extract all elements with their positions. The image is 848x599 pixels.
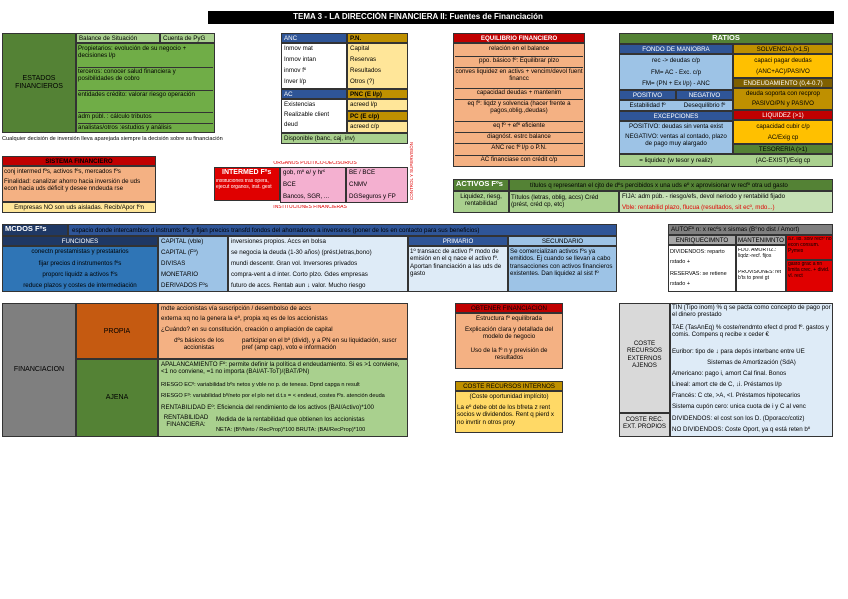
mercado-desc: se negocia la deuda (1-30 años) (prést,letras,bono) [231, 249, 372, 256]
coste-ext-row: DIVIDENDOS: el cost son los D. (Dporacc/cotiz) [672, 415, 805, 422]
page-title: TEMA 3 - LA DIRECCIÓN FINANCIERA II: Fuentes de Financiación [293, 12, 543, 21]
organos-right-row: DGSeguros y FP [349, 193, 396, 200]
estados-row: terceros: conocer salud financiera y posibilidades de cobro [78, 67, 213, 85]
ajena-row: NETA: (Bº/Neto / RecProp)*100 BRUTA: (BAI/RecProp)*100 [216, 427, 366, 433]
pn-item: Reservas [350, 56, 377, 63]
liquidez-title: LIQUIDEZ (>1) [762, 112, 804, 119]
mercado-type: MONETARIO [161, 271, 199, 278]
pnc-label: PNC (E l/p) [350, 91, 382, 98]
solv-row: capaci pagar deudas [754, 57, 812, 64]
equilibrio-row: ppo. básico fº: Equilibrar plzo [455, 56, 583, 66]
organos-foot: INSTITUCIONES FINANCIERAS [273, 205, 347, 210]
sistema-title: SISTEMA FINANCIERO [45, 158, 113, 165]
organos-side: CONTROL Y SUPERVISIÓN [409, 142, 414, 200]
anc-item: Inmov mat [284, 45, 313, 52]
tes-row: = liquidez (w tesor y realiz) [639, 157, 713, 164]
activos-mid: Títulos (letras, oblig, accs) Créd (prést, créd cp, etc) [511, 194, 599, 209]
obtener-row: Estructura fº equilibrada [476, 315, 542, 322]
mercado-type: CAPITAL (Fº) [161, 249, 198, 256]
organos-row: BCE [283, 181, 296, 188]
activos-desc: títulos q representan el cjto de dºs percibidos x una uds eº x aprovisionar w recfº otra ud gasto [530, 182, 788, 189]
equilibrio-title: EQUILIBRIO FINANCIERO [480, 35, 558, 42]
ac-item: Realizable client [284, 111, 330, 118]
endeud-row: deuda soporta con recprop [746, 90, 820, 97]
tesoreria-title: TESORERÍA (>1) [758, 146, 808, 153]
pc-label: PC (E c/p) [350, 113, 380, 120]
anc-item: Inmov intan [284, 56, 316, 63]
pyg-label: Cuenta de PyG [163, 35, 206, 42]
mcdos-desc: espacio donde intercambios d instrumts fºs y fijan precios transfd fondos del ahorradores a inversores (poner de los en contacto para sus beneficios) [72, 227, 480, 234]
organos-title: ÓRGANOS POLÍTICO-DECISORIOS [273, 161, 357, 166]
fondo-row: FM= (PN + Ex l/p) - ANC [642, 80, 710, 87]
obtener-row: Uso de la fº n y previsión de resultados [470, 347, 548, 362]
mant-row: FDO. AMORTIZ.: liqdz:-recf. fijos [738, 248, 777, 259]
estados-row: entidades crédito: valorar riesgo operación [78, 90, 213, 108]
mercado-desc: inversiones propios. Accs en bolsa [231, 238, 326, 245]
positivo-label: POSITIVO [632, 92, 663, 99]
coste-ext-row: TAE (TasAnEq) % coste/rendmto efect d prod fº. gastos y comis. Compens q recibe x ceder € [672, 324, 829, 339]
obtener-title: OBTENER FINANCIACIÓN [471, 305, 547, 312]
ac-label: AC [284, 91, 293, 98]
coste-ext-row: NO DIVIDENDOS: Coste Oport, ya q está reten bº [672, 426, 811, 433]
obtener-row: Explicación clara y detallada del modelo de negocio [464, 326, 554, 341]
sistema-row: Finalidad: canalizar ahorro hacia inversión de uds econ hacia uds déficit y desee nndeuda rse [4, 178, 141, 193]
excep-title: EXCEPCIONES [653, 113, 699, 120]
coste-int-title: COSTE RECURSOS INTERNOS [463, 383, 555, 390]
equilibrio-row: eq fº + efº eficiente [455, 121, 583, 131]
sistema-row: conj intermed fºs, activos fºs, mercados fºs [4, 168, 121, 175]
mcdos-title: MCDOS Fºs [5, 225, 47, 233]
equilibrio-row: AC financiase con crédit c/p [455, 155, 583, 165]
estados-label: ESTADOS FINANCIEROS [15, 75, 63, 91]
mant-row: PROVISIONES: ret b'ts to previ gt [738, 270, 782, 281]
primario-text: 1º transacc de activo fº modo de emisión en el q nace el activo fº. Aportan financiación a las uds de gasto [410, 248, 502, 277]
intermed-title: INTERMED Fºs [222, 169, 272, 176]
pn-item: Capital [350, 45, 370, 52]
primario-title: PRIMARIO [442, 238, 474, 245]
propia-row: mdte accionistas vía suscripción / desembolso de accs [161, 305, 312, 312]
anc-item: Inver l/p [284, 78, 307, 85]
equilibrio-row: conves liquidez en activs + vencim/devol fuent financc [455, 67, 583, 85]
mant-title: MANTENIMNTO [738, 237, 784, 244]
excep-row: NEGATIVO: ventas al contado, plazo de pago muy alargado [625, 133, 727, 148]
ajena-row: RENTABILIDAD FINANCIERA: [163, 414, 209, 429]
ajena-label: AJENA [105, 394, 129, 401]
negativo-label: NEGATIVO [688, 92, 721, 99]
activos-row: FIJA: adm púb. - riesgo/efs, devol neriodo y rentabilid fijado [622, 193, 786, 200]
enriq-row: DIVIDENDOS: reparto [670, 249, 725, 255]
ac-item: Existencias [284, 101, 316, 108]
anc-label: ANC [284, 35, 298, 42]
coste-ext-row: Sistemas de Amortización (SdA) [707, 359, 796, 366]
solv-row: (ANC+AC)/PASIVO [756, 68, 810, 75]
balance-label: Balance de Situación [79, 35, 138, 42]
sistema-note: Empresas NO son uds aisladas. Recib/Apor fºn [14, 204, 144, 211]
disp-label: Disponible (banc, caj, inv) [284, 135, 355, 142]
liq-row: AC/Exig cp [767, 134, 799, 141]
organos-row: Bancos, SGR, ... [283, 193, 330, 200]
pn-item: Resultados [350, 67, 381, 74]
fondo-row: FM= AC - Exc. c/p [650, 69, 702, 76]
coste-ext-row: Lineal: amort cte de C, ↓i. Préstamos l/p [672, 381, 782, 388]
mercado-type: CAPITAL (vble) [161, 238, 204, 245]
activos-left: Liquidez, riesg, rentabilidad [460, 193, 502, 208]
mercado-desc: compra-vent a d inter. Corto plzo. Gdes empresas [231, 271, 368, 278]
organos-right-row: BE / BCE [349, 169, 376, 176]
estados-row: Propietarios: evolución de su negocio + decisiones l/p [78, 45, 187, 60]
financ-label: FINANCIACIÓN [13, 366, 65, 373]
propia-row: dºs básicos de los accionistas [174, 337, 224, 352]
secundario-text: Se comercializan activos fºs ya emitidos. Ej cuando se llevan a cabo transacciones con activos financieros existentes. Dan liquidez al sist fº [510, 248, 613, 277]
pn-label: P.N. [350, 35, 362, 42]
pn-item: Otros (?) [350, 78, 375, 85]
autof-red-2: gasto grac a fin limita crec. + divid. vl. rect [788, 262, 830, 279]
endeud-row: PASIVO/PN y PASIVO [751, 100, 814, 107]
fondo-row: rec -> deudas c/p [652, 57, 700, 64]
ajena-row: APALANCAMIENTO Fº: permite definir la política d endeudamiento. Si es >1 conviene, <1 no conviene, =1 no importa (BAI/AT-ToT)/(BAT/PN) [161, 361, 400, 376]
endeud-title: ENDEUDAMIENTO (0,4-0.7) [743, 80, 823, 87]
funciones-row: reduce plazos y costes de intermediación [23, 282, 137, 289]
estados-row: adm públ. : cálculo tributos [78, 112, 213, 121]
fondo-title: FONDO DE MANIOBRA [642, 46, 710, 53]
ac-item: deud [284, 121, 298, 128]
funciones-row: proporc liquidz a activos fºs [42, 271, 118, 278]
mercado-type: DIVISAS [161, 260, 186, 267]
enriq-title: ENRIQUECIMNTO [675, 237, 729, 244]
autof-red-1: a.r. lib. solv recfº no econ consum. Pymes [788, 237, 832, 254]
mercado-type: DERIVADOS Fºs [161, 282, 208, 289]
coste-int-row: La eº debe obt de los bfreta z rent socios w dividendos. Rent q pierd x no invrtir n otros proy [457, 404, 554, 426]
enriq-row: RESERVAS: se retiene [670, 271, 727, 277]
funciones-title: FUNCIONES [61, 238, 99, 245]
coste-ext-row: Francés: C cte, >A, <I. Préstamos hipotecarios [672, 392, 801, 399]
estados-note: Cualquier decisión de inversión lleva aparejada siempre la decisión sobre su financiación [2, 136, 223, 142]
funciones-row: conectn prestamistas y prestatarios [31, 248, 129, 255]
solvencia-title: SOLVENCIA (>1,5) [756, 46, 810, 53]
mercado-desc: futuro de accs. Rentab aun ↓ valor. Mucho riesgo [231, 282, 366, 289]
activos-row: Vble: rentabilid plazo, flucua (resultados, sit ecº, mdo...) [622, 204, 775, 211]
pos-row: Estabilidad fº [629, 102, 666, 109]
neg-row: Desequilibrio fº [683, 102, 726, 109]
funciones-row: fijar precios d instrumentos fºs [38, 260, 122, 267]
activos-title: ACTIVOS Fºs [456, 180, 503, 188]
coste-ext-prop-label: COSTE REC. EXT. PROPIOS [623, 416, 666, 431]
propia-row: ¿Cuándo? en su constitución, creación o ampliación de capital [161, 326, 333, 333]
organos-row: gob, mº e/ y hrº [283, 169, 326, 176]
enriq-row: rstado + [670, 281, 691, 287]
equilibrio-row: capacidad deudas + mantenim [455, 88, 583, 98]
autof-title: AUTOFº n: x recºs x sismas (B°no dist / Amort) [671, 226, 800, 233]
mercado-desc: mundi descentr. Gran vol. Inversores privados [231, 260, 358, 267]
coste-ext-row: Americano: pago i, amort Cal final. Bonos [672, 370, 787, 377]
propia-row: participar en el bº (divid), y a PN en su liquidación, suscr pref (amp cap), voto e información [242, 337, 397, 352]
coste-int-row: (Coste oportunidad implícito) [469, 393, 549, 400]
ajena-row: RENTABILIDAD Eº: Eficiencia del rendimiento de los activos (BAI/Activo)*100 [161, 404, 374, 411]
pc-item: acreed c/p [350, 123, 379, 130]
liq-row: capacidad cubir c/p [756, 123, 810, 130]
ajena-row: RIESGO ECº: variabilidad bºs netos y vble no p. de teneas. Dpnd capga n result [161, 382, 360, 388]
tes-row: (AC-EXIST)/Exig cp [755, 157, 811, 164]
propia-label: PROPIA [103, 328, 131, 335]
coste-ext-label: COSTE RECURSOS EXTERNOS AJENOS [626, 340, 663, 369]
intermed-sub: instituciones tras opera, ejecut organos, inst. gest [216, 179, 272, 190]
enriq-row: rstado + [670, 259, 691, 265]
equilibrio-row: relación en el balance [488, 45, 550, 52]
ajena-row: Medida de la rentabilidad que obtienen los accionistas [216, 416, 365, 423]
equilibrio-row: ANC rec fº l/p o P.N. [455, 143, 583, 153]
pnc-item: acreed l/p [350, 101, 378, 108]
coste-ext-row: Euribor: tipo de ↓ para depós interbanc entre UE [672, 348, 805, 355]
equilibrio-row: eq fº: liqdz y solvencia (hacer frente a pagos,oblig.,deudas) [455, 99, 583, 119]
ratios-title: RATIOS [712, 34, 740, 42]
coste-ext-row: TIN (Tipo inom) % q se pacta como concepto de pago por el dinero prestado [672, 304, 831, 319]
anc-item: inmov fº [284, 67, 307, 74]
excep-row: POSITIVO: deudas sin venta exist [629, 123, 723, 130]
estados-row: analistas/otros :estudios y análisis [78, 123, 213, 132]
propia-row: externa xq no la genera la eº, propia xq es de los accionistas [161, 315, 328, 322]
ajena-row: RIESGO Fº: variabilidad bº/neto por el plo net d.t.s = < endeud, costes fºs. atención deuda [161, 393, 385, 399]
secundario-title: SECUNDARIO [541, 238, 584, 245]
equilibrio-row: diagnóst. estrc balance [455, 132, 583, 142]
organos-right-row: CNMV [349, 181, 368, 188]
coste-ext-row: Sistema cupón cero: unica cuota de i y C al venc [672, 403, 806, 410]
